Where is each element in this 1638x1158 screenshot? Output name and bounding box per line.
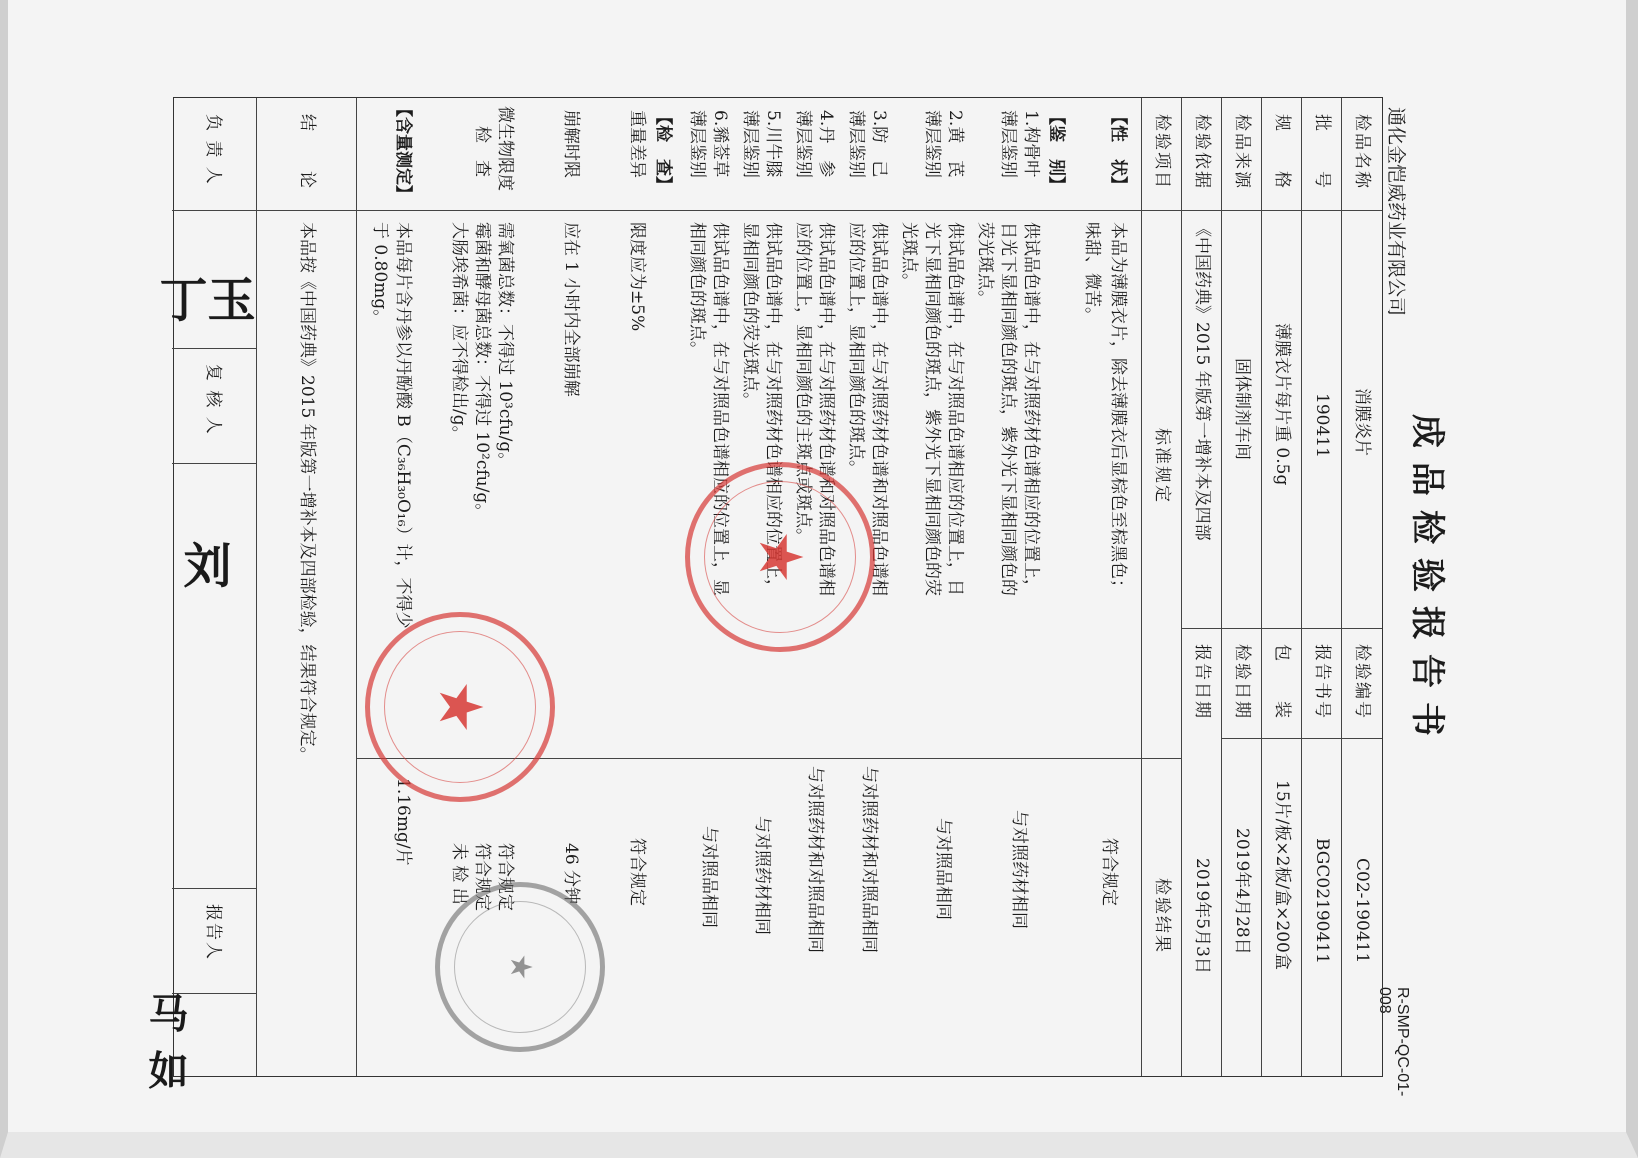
seal-company (365, 612, 555, 802)
row-divider (1301, 98, 1302, 1076)
character-standard-line: 本品为薄膜衣片，除去薄膜衣后显棕色至棕黑色； (1108, 222, 1128, 596)
character-standard-line: 味甜、微苦。 (1082, 222, 1102, 324)
disintegration-standard: 应在 1 小时内全部崩解 (561, 222, 581, 397)
col-divider (1222, 738, 1382, 739)
label-package: 包 装 (1272, 644, 1292, 720)
row-divider (1341, 98, 1342, 1076)
label-reviewer: 复 核 人 (203, 364, 223, 436)
assay-standard-line: 本品每片含丹参以丹酚酸 B（C₃₆H₃₀O₁₆）计，不得少 (393, 222, 413, 629)
ident-item-method: 薄层鉴别 (793, 110, 813, 178)
ident-item-standard-line: 相同颜色的斑点。 (687, 222, 707, 358)
microbial-standard-line: 霉菌和酵母菌总数：不得过 10²cfu/g。 (472, 222, 492, 521)
report-title: 成品检验报告书 (1407, 414, 1447, 750)
seal-inspection (435, 882, 605, 1052)
microbial-limit-label: 微生物限度 (495, 106, 515, 191)
ident-item-result: 与对照药材和对照品相同 (805, 766, 825, 953)
microbial-limit-label: 检 查 (472, 126, 492, 177)
col-divider (1182, 628, 1222, 629)
col-divider (172, 210, 1382, 211)
disintegration-label: 崩解时限 (561, 110, 581, 178)
col-header-item: 检验项目 (1152, 114, 1172, 190)
value-inspect-date: 2019年4月28日 (1232, 828, 1252, 955)
weight-variation-label: 重量差异 (627, 110, 647, 178)
value-source: 固体制剂车间 (1232, 358, 1252, 460)
value-spec: 薄膜衣片每片重 0.5g (1272, 323, 1292, 486)
label-basis: 检验依据 (1192, 114, 1212, 190)
ident-item-name: 2.黄 芪 (945, 110, 965, 178)
value-inspection-no: C02-190411 (1352, 858, 1372, 964)
seal-star-icon: ★ (745, 530, 815, 584)
ident-item-standard-line: 供试品色谱中，在与对照品色谱相应的位置上，显 (710, 222, 730, 596)
conclusion-label: 结 论 (297, 114, 317, 190)
ident-item-name: 1.构骨叶 (1021, 110, 1041, 178)
value-package: 15片/板×2板/盒×200盒 (1272, 780, 1292, 970)
value-batch: 190411 (1312, 393, 1332, 458)
col-divider (172, 463, 257, 464)
ident-item-result: 与对照药材相同 (752, 816, 772, 935)
microbial-standard-line: 大肠埃希菌：应不得检出/g。 (449, 222, 469, 443)
row-divider (1141, 98, 1142, 1076)
col-divider (172, 348, 257, 349)
label-reporter: 报告人 (203, 904, 223, 961)
section-identification: 【鉴 别】 (1046, 108, 1066, 193)
value-product-name: 消膜炎片 (1352, 388, 1372, 456)
ident-item-standard-line: 光斑点。 (899, 222, 919, 290)
label-inspect-date: 检验日期 (1232, 644, 1252, 720)
label-batch: 批 号 (1312, 114, 1332, 190)
seal-star-icon: ★ (425, 680, 495, 734)
label-spec: 规 格 (1272, 114, 1292, 190)
weight-variation-standard: 限度应为±5% (627, 222, 647, 332)
ident-item-name: 6.豨莶草 (710, 110, 730, 178)
ident-item-standard-line: 供试品色谱中，在与对照药材色谱相应的位置上， (763, 222, 783, 596)
col-divider (172, 888, 257, 889)
row-divider (1261, 98, 1262, 1076)
seal-ring (454, 901, 586, 1033)
col-divider (1222, 628, 1382, 629)
ident-item-standard-line: 供试品色谱中，在与对照药材色谱和对照品色谱相 (816, 222, 836, 596)
ident-item-name: 4.丹 参 (816, 110, 836, 178)
microbial-standard-line: 需氧菌总数：不得过 10³cfu/g。 (495, 222, 515, 470)
seal-quality-department (685, 462, 875, 652)
seal-star-icon: ★ (503, 953, 538, 981)
weight-variation-result: 符合规定 (627, 838, 647, 906)
col-header-result: 检验结果 (1152, 878, 1172, 954)
conclusion-text: 本品按《中国药典》2015 年版第一增补本及四部检验，结果符合规定。 (297, 222, 317, 764)
signature-reporter: 马如 (148, 991, 189, 1095)
company-name: 通化金恺威药业有限公司 (1385, 107, 1407, 317)
ident-item-result: 与对照品相同 (699, 826, 719, 928)
row-divider (1221, 98, 1222, 1076)
value-report-no: BGC02190411 (1312, 838, 1332, 964)
document-code: R-SMP-QC-01-008 (1376, 987, 1411, 1097)
seal-ring (384, 631, 536, 783)
seal-ring (704, 481, 856, 633)
ident-item-name: 3.防 己 (869, 110, 889, 178)
section-character: 【性 状】 (1108, 108, 1128, 193)
microbial-result: 符合规定 (472, 843, 492, 911)
ident-item-standard-line: 日光下显相同颜色的斑点，紫外光下显相同颜色的 (998, 222, 1018, 596)
row-divider (256, 98, 257, 1076)
ident-item-method: 薄层鉴别 (922, 110, 942, 178)
signature-reviewer: 刘 (183, 538, 232, 595)
row-divider (1181, 98, 1182, 1076)
label-source: 检品来源 (1232, 114, 1252, 190)
section-checks: 【检 查】 (653, 108, 673, 193)
ident-item-standard-line: 应的位置上，显相同颜色的主斑点或斑点。 (793, 222, 813, 545)
ident-item-standard-line: 应的位置上，显相同颜色的斑点。 (846, 222, 866, 477)
assay-result: 1.16mg/片 (393, 778, 413, 866)
rotated-report (148, 42, 1455, 1102)
ident-item-standard-line: 光下显相同颜色的斑点，紫外光下显相同颜色的荧 (922, 222, 942, 596)
ident-item-name: 5.川牛膝 (763, 110, 783, 178)
value-basis: 《中国药典》2015 年版第一增补本及四部 (1192, 220, 1212, 541)
ident-item-result: 与对照药材和对照品相同 (859, 766, 879, 953)
ident-item-result: 与对照品相同 (933, 818, 953, 920)
label-inspection-no: 检验编号 (1352, 644, 1372, 720)
ident-item-standard-line: 供试品色谱中，在与对照品色谱相应的位置上，日 (945, 222, 965, 596)
col-header-standard: 标准规定 (1152, 428, 1172, 504)
ident-item-method: 薄层鉴别 (846, 110, 866, 178)
ident-item-standard-line: 荧光斑点。 (975, 222, 995, 307)
signature-responsible: 丁玉 (159, 272, 256, 329)
row-divider (356, 98, 357, 1076)
assay-standard-line: 于 0.80mg。 (370, 222, 390, 327)
label-report-no: 报告书号 (1312, 644, 1332, 720)
character-result: 符合规定 (1099, 838, 1119, 906)
label-responsible: 负 责 人 (203, 114, 223, 186)
label-report-date: 报告日期 (1192, 644, 1212, 720)
ident-item-standard-line: 供试品色谱中，在与对照药材色谱相应的位置上， (1021, 222, 1041, 596)
section-assay: 【含量测定】 (393, 100, 413, 202)
ident-item-method: 薄层鉴别 (740, 110, 760, 178)
microbial-result: 符合规定 (495, 843, 515, 911)
ident-item-method: 薄层鉴别 (687, 110, 707, 178)
value-report-date: 2019年5月3日 (1192, 858, 1212, 974)
microbial-result: 未 检 出 (449, 843, 469, 905)
ident-item-standard-line: 显相同颜色的荧光斑点。 (740, 222, 760, 409)
ident-item-result: 与对照药材相同 (1009, 810, 1029, 929)
ident-item-method: 薄层鉴别 (998, 110, 1018, 178)
label-product-name: 检品名称 (1352, 114, 1372, 190)
disintegration-result: 46 分钟 (561, 843, 581, 905)
ident-item-standard-line: 供试品色谱中，在与对照药材色谱和对照品色谱相 (869, 222, 889, 596)
